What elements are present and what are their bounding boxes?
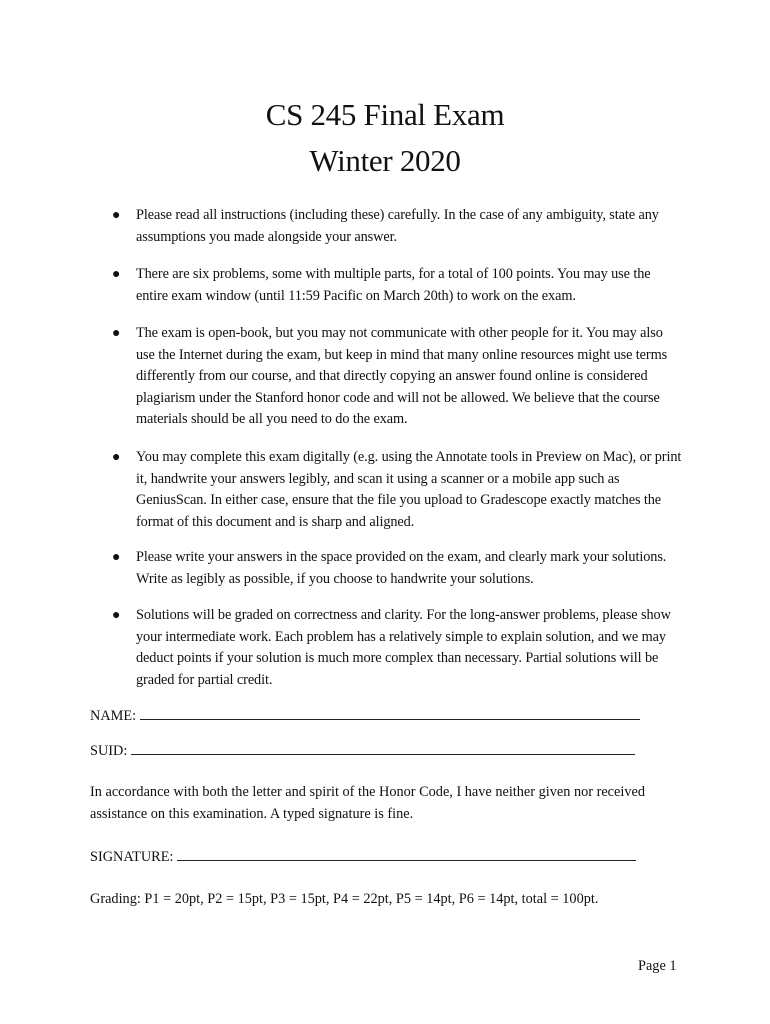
grading-breakdown: Grading: P1 = 20pt, P2 = 15pt, P3 = 15pt, P4 = 22pt, P5 = 14pt, P6 = 14pt, total = 100pt. xyxy=(90,891,599,907)
exam-term: Winter 2020 xyxy=(309,143,461,178)
instruction-text: Please read all instructions (including these) carefully. In the case of any ambiguity, state any assumptions you made alongside your answer. xyxy=(136,207,659,245)
instruction-text: There are six problems, some with multiple parts, for a total of 100 points. You may use the entire exam window (until 11:59 Pacific on March 20th) to work on the exam. xyxy=(136,266,651,304)
suid-label: SUID: xyxy=(90,743,128,759)
bullet-icon: ● xyxy=(112,450,121,465)
name-input-line[interactable] xyxy=(140,706,640,720)
bullet-icon: ● xyxy=(112,550,121,565)
page-number: Page 1 xyxy=(638,958,677,974)
instruction-text: Please write your answers in the space provided on the exam, and clearly mark your solutions. Write as legibly as possible, if you choose to handwrite your solutions. xyxy=(136,549,667,587)
honor-code-statement: In accordance with both the letter and spirit of the Honor Code, I have neither given nor received assistance on this examination. A typed signature is fine. xyxy=(90,784,645,822)
bullet-icon: ● xyxy=(112,208,121,223)
bullet-icon: ● xyxy=(112,267,121,282)
suid-input-line[interactable] xyxy=(131,741,635,755)
instruction-text: Solutions will be graded on correctness and clarity. For the long-answer problems, please show your intermediate work. Each problem has a relatively simple to explain solution, and we may deduct points if your solution is much more complex than necessary. Partial solutions will be graded for partial credit. xyxy=(136,607,671,688)
instruction-text: You may complete this exam digitally (e.g. using the Annotate tools in Preview on Mac), or print it, handwrite your answers legibly, and scan it using a scanner or a mobile app such as GeniusScan. In either case, ensure that the file you upload to Gradescope exactly matches the format of this document and is sharp and aligned. xyxy=(136,449,682,530)
exam-title: CS 245 Final Exam xyxy=(265,97,505,132)
suid-field[interactable] xyxy=(90,740,635,762)
signature-field[interactable] xyxy=(90,846,636,868)
signature-label: SIGNATURE: xyxy=(90,849,174,865)
bullet-icon: ● xyxy=(112,326,121,341)
signature-input-line[interactable] xyxy=(177,847,636,861)
name-label: NAME: xyxy=(90,708,137,724)
name-field[interactable] xyxy=(90,705,640,727)
instruction-text: The exam is open-book, but you may not communicate with other people for it. You may also use the Internet during the exam, but keep in mind that many online resources might use terms differently from our course, and that directly copying an answer found online is considered plagiarism under the Stanford honor code and will not be allowed. We believe that the course materials should be all you need to do the exam. xyxy=(136,325,668,428)
bullet-icon: ● xyxy=(112,608,121,623)
